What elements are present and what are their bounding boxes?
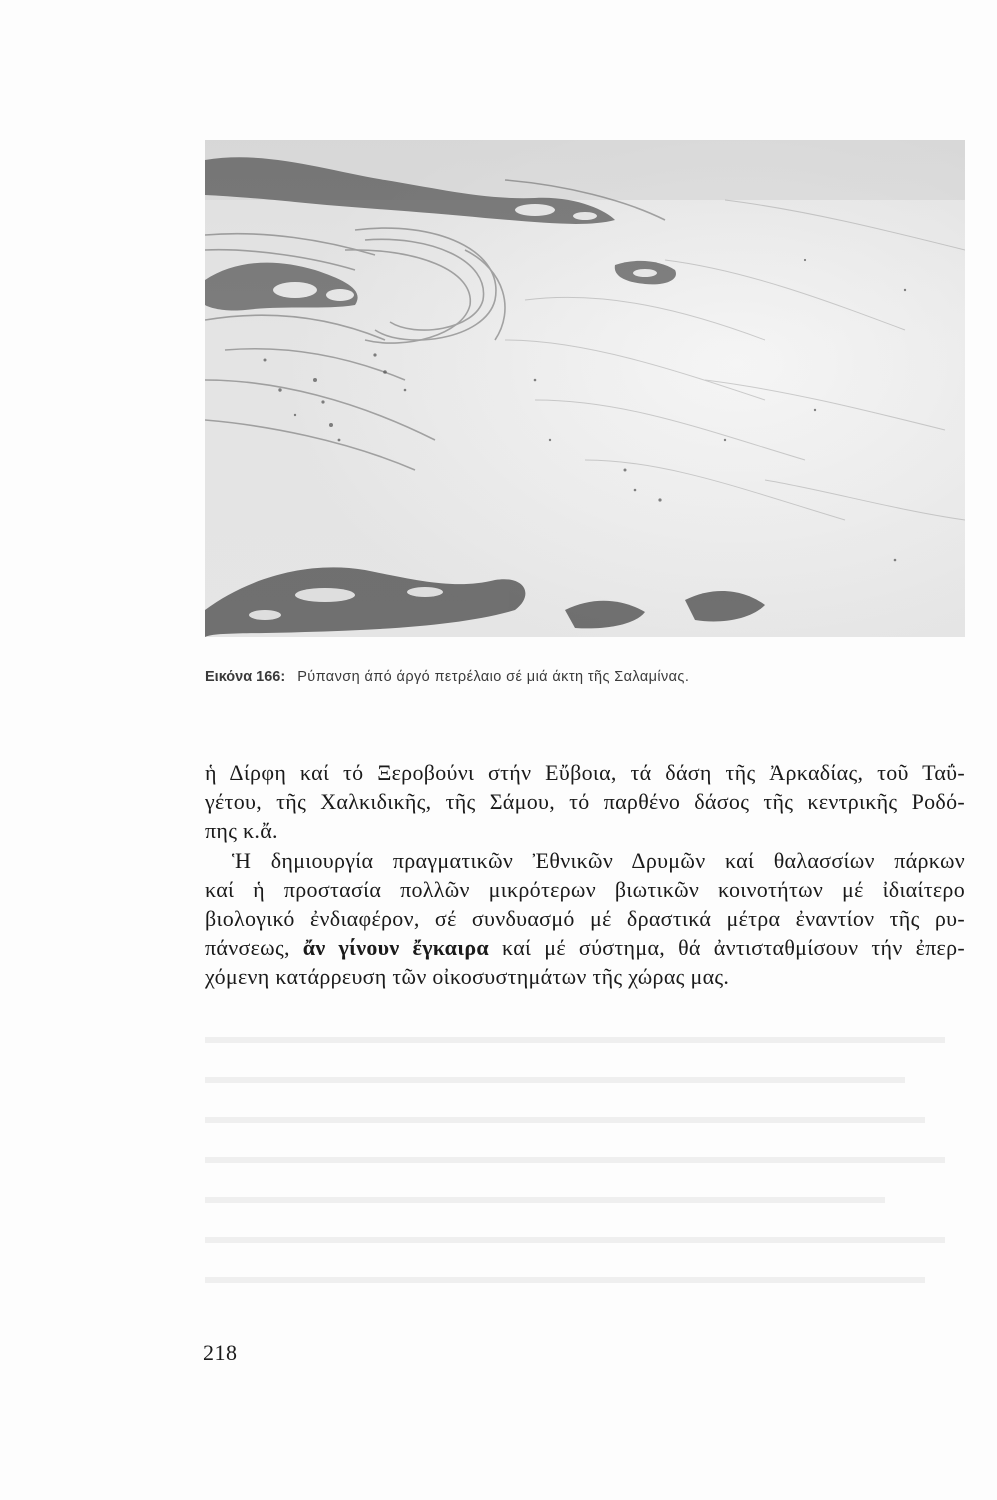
body-line-1: ἡ Δίρφη καί τό Ξεροβούνι στήν Εὔβοια, τά δάση τῆς Ἀρκαδίας, τοῦ Ταΰ- — [205, 760, 965, 785]
body-line-8: χόμενη κατάρρευση τῶν οἰκοσυστημάτων τῆς χώρας μας. — [205, 964, 730, 990]
body-line-7-end: καί μέ σύστημα, θά ἀντισταθμίσουν τήν ἐπερ- — [489, 935, 965, 961]
body-line-7-start: πάνσεως, — [205, 935, 303, 961]
page-number: 218 — [203, 1340, 238, 1365]
body-paragraphs — [205, 758, 965, 992]
body-line-4: Ἡ δημιουργία πραγματικῶν Ἐθνικῶν Δρυμῶν καί θαλασσίων πάρκων — [232, 847, 965, 873]
figure-caption-text: Ρύπανση άπό άργό πετρέλαιο σέ μιά άκτη τῆς Σαλαμίνας. — [297, 669, 690, 685]
emphasis-text: ἄν γίνουν ἔγκαιρα — [302, 935, 490, 961]
body-line-2: γέτου, τῆς Χαλκιδικῆς, τῆς Σάμου, τό παρθένο δάσος τῆς κεντρικῆς Ροδό- — [205, 789, 965, 815]
body-line-5: καί ἡ προστασία πολλῶν μικρότερων βιωτικῶν κοινοτήτων μέ ἰδιαίτερο — [205, 876, 965, 902]
body-line-7 — [205, 933, 965, 962]
oil-pollution-photograph — [205, 140, 965, 637]
photo-drawing — [205, 140, 965, 637]
body-line-3: πης κ.ἄ. — [205, 818, 278, 844]
figure-label: Εικόνα 166: — [205, 669, 286, 685]
show-through-texture — [205, 1020, 965, 1320]
figure-caption — [205, 669, 965, 685]
body-line-6: βιολογικό ἐνδιαφέρον, σέ συνδυασμό μέ δραστικά μέτρα ἐναντίον τῆς ρυ- — [205, 905, 965, 931]
